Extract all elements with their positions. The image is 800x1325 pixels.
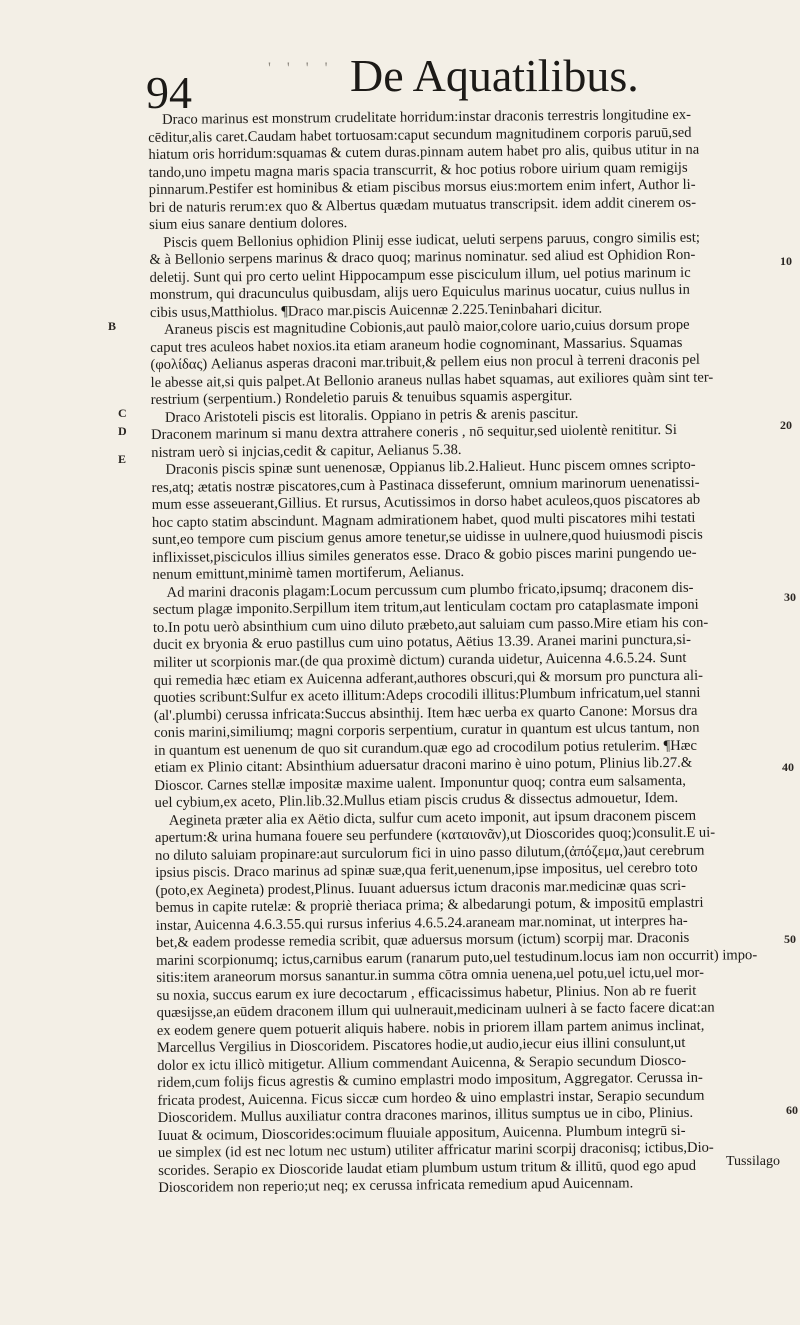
margin-letter-b: B (108, 319, 117, 333)
text-line: Draco Aristoteli piscis est litoralis. Oppiano in petris & arenis pascitur. (164, 405, 579, 426)
text-line: ex eodem genere quem potuerit aliquis habere. nobis in priorem illam partem animus inclinat, (156, 1017, 705, 1039)
running-title: De Aquatilibus. (350, 50, 639, 101)
margin-number-30: 30 (784, 590, 796, 604)
page-number: 94 (146, 67, 192, 118)
text-line: sitis:item araneorum morsus sanantur.in summa cōtra omnia uenena,uel potu,uel ictu,uel mor- (156, 964, 705, 987)
text-line: in quantum est uenenum de quo sit curandum.quæ ego ad crocodilum potius retulerim. ¶Hæc (154, 737, 698, 759)
text-line: Dioscor. Carnes stellæ impositæ maxime ualent. Imponuntur quoq; contra eum salsamenta, (154, 772, 686, 794)
text-line: to.In potu uerò absinthium cum uino diluto præbeto,aut saluiam cum passo.Mire etiam his con- (152, 614, 709, 636)
header-ornament: ' ' ' ' (268, 60, 334, 77)
text-line: Dioscoridem non reperio;ut neq; ex cerussa infricata remedium apud Auicennam. (158, 1175, 634, 1197)
margin-number-60: 60 (786, 1103, 798, 1117)
text-line: Aegineta præter alia ex Aëtio dicta, sulfur cum aceto imponit, aut ipsum draconem piscem (168, 807, 697, 829)
text-line: Iuuat & ocimum, Dioscorides:ocimum fluuiale appositum, Auicenna. Plumbum integrū si- (157, 1122, 686, 1144)
text-line: fricata prodest, Auicenna. Ficus siccæ cum hordeo & uino emplastri instar, Serapio secundum (157, 1087, 705, 1109)
text-line: Draco marinus est monstrum crudelitate horridum:instar draconis terrestris longitudine ex- (161, 106, 692, 128)
text-line: militer ut scorpionis mar.(de qua proximè dictum) curanda uidetur, Auicenna 4.6.5.24. Sunt (153, 649, 687, 671)
text-line: ue simplex (id est nec lotum nec ustum) utiliter affricatur marini scorpij draconisq; ictibus,Dio- (157, 1140, 714, 1162)
text-line: caput tres aculeos habet noxios.ita etiam araneum hodie cognominant, Massarius. Squamas (150, 334, 683, 356)
text-line: pinnarum.Pestifer est hominibus & etiam piscibus morsus eius:mortem enim infert, Author li- (148, 176, 696, 199)
text-line: sectum plagæ imponito.Serpillum item tritum,aut lenticulam coctam pro cataplasmate imponi (152, 597, 699, 619)
text-line: (poto,ex Aegineta) prodest,Plinus. Iuuant aduersus ictum draconis mar.medicinæ quas scri- (155, 877, 687, 899)
text-line: ducit ex bryonia & eruo pastillus cum uino potatus, Aëtius 13.39. Aranei marini punctura,si- (153, 632, 692, 654)
text-line: uel cybium,ex aceto, Plin.lib.32.Mullus etiam piscis crudus & dissectus admouetur, Idem. (154, 790, 679, 812)
text-line: Draconem marinum si manu dextra attrahere coneris , nō sequitur,sed uiolentè renititur. Si (151, 422, 678, 444)
margin-number-40: 40 (782, 760, 794, 774)
text-line: marini scorpionumq; ictus,carnibus earum (ranarum puto,uel testudinum.locus iam non occurrit) impo- (156, 946, 758, 969)
text-line: bet,& eadem prodesse remedia scribit, quæ aduersus morsum (ictum) scorpij mar. Draconis (155, 930, 690, 952)
text-line: scorides. Serapio ex Dioscoride laudat etiam plumbum ustum tritum & illitū, quod ego apud (158, 1157, 697, 1179)
text-line: instar, Auicenna 4.6.3.55.qui rursus inferius 4.6.5.24.araneam mar.nominat, ut interpres ha- (155, 912, 688, 934)
text-line: qui remedia hæc etiam ex Auicenna adferant,authores obscuri,qui & morsum pro punctura ali- (153, 667, 704, 689)
margin-letter-c: C (118, 406, 127, 420)
text-line: apertum:& urina humana fouere seu perfundere (καταιονᾶν),ut Dioscorides quoq;)consulit.E ui- (154, 824, 716, 847)
catchword: Tussilago (726, 1154, 780, 1169)
text-line: inflixisset,pisciculos illius similes generatos esse. Draco & gobio pisces marini pungendo ue- (152, 544, 697, 566)
margin-number-20: 20 (780, 418, 792, 432)
text-line: sunt,eo tempore cum piscium genus amore tenetur,se uidisse in uulnere,quod huiusmodi piscis (152, 527, 703, 549)
text-line: (al'.plumbi) cerussa infricata:Succus absinthij. Item hæc uerba ex quarto Canone: Morsus dra (153, 702, 698, 724)
text-line: Draconis piscis spinæ sunt uenenosæ, Oppianus lib.2.Halieut. Hunc piscem omnes scripto- (165, 457, 696, 479)
text-line: bri de naturis rerum:ex quo & Albertus quædam mutuatus transcripsit. idem addit cinerem os- (148, 194, 697, 216)
margin-letter-d: D (118, 424, 127, 438)
text-line: sium eius sanare dentium dolores. (149, 215, 348, 234)
text-line: bemus in capite rutelæ: & propriè theriaca prima; & albedarungi potum, & impositū emplastri (155, 894, 704, 917)
text-line: mum esse asseuerant,Gillius. Et rursus, Acutissimos in dorso habet aculeos,quos piscatores ab (151, 492, 701, 514)
text-line: nenum emittunt,minimè tamen mortiferum, Aelianus. (152, 564, 465, 584)
text-line: cēditur,alis caret.Caudam habet tortuosam:caput secundum magnitudinem corporis paruū,sed (148, 124, 692, 146)
text-line: hoc capto statim abscindunt. Magnam admirationem habet, quod multi piscatores mihi testati (151, 509, 696, 531)
margin-number-10: 10 (780, 254, 792, 268)
text-line: no diluto saluiam propinare:aut surculorum fici in uino passo dilutum,(ἀπόζεμα,)aut cerebrum (155, 842, 705, 864)
text-line: & à Bellonio serpens marinus & draco quoq; marinus nominatur. sed aliud est Ophidion Ron- (149, 246, 696, 269)
text-line: Marcellus Vergilius in Dioscoridem. Piscatores hodie,ut audio,iecur eius illini consulunt,ut (156, 1035, 686, 1057)
text-line: nistram uerò si injcias,cedit & capitur, Aelianus 5.38. (151, 441, 462, 461)
text-line: restrium (serpentium.) Rondeletio paruis & tenuibus squamis aspergitur. (150, 388, 573, 409)
text-line: le abesse ait,si quis palpet.At Bellonio araneus nullas habet squamas, aut exiliores quàm sint ter- (150, 369, 714, 391)
main-text-block (148, 106, 794, 1198)
text-line: Piscis quem Bellonius ophidion Plinij esse iudicat, ueluti serpens paruus, congro similis est; (163, 229, 700, 251)
text-line: quæsijsse,an eūdem draconem illum qui uulnerauit,medicinam uulneri à se facto facere dicat:an (156, 999, 715, 1022)
text-line: ipsius piscis. Draco marinus ad spinæ suæ,qua ferit,uenenum,ipse impositus, uel cerebro toto (155, 859, 698, 882)
text-line: Dioscoridem. Mullus auxiliatur contra dracones marinos, illitus sumptus ue in cibo, Plinius. (157, 1105, 694, 1127)
text-line: dolor ex ictu illicò mitigetur. Allium commendant Auicenna, & Serapio secundum Diosco- (157, 1052, 687, 1074)
text-line: cibis usus,Matthiolus. ¶Draco mar.piscis Auicennæ 2.225.Teninbahari dicitur. (149, 300, 603, 321)
text-line: quoties scribunt:Sulfur ex aceto illitum:Adeps crocodili illitus:Plumbum infricatum,uel stanni (153, 684, 701, 706)
text-line: hiatum oris horridum:squamas & cutem duras.pinnam autem habet pro alis, quibus utitur in na (148, 141, 700, 164)
text-line: res,atq; ætatis nostræ piscatores,cum à Pastinaca disseferunt, omnium marinorum uenenatissi- (151, 474, 700, 496)
text-line: (φολίδας) Aelianus asperas draconi mar.tribuit,& pellem eius non procul à terreni draconis pel (150, 351, 701, 374)
text-line: Ad marini draconis plagam:Locum percussum cum plumbo fricato,ipsumq; draconem dis- (166, 579, 694, 601)
margin-number-50: 50 (784, 932, 796, 946)
text-line: ridem,cum folijs ficus agrestis & cumino emplastri modo impositum, Aggregator. Cerussa in- (157, 1070, 703, 1092)
text-line: deletij. Sunt qui pro certo uelint Hippocampum esse pisciculum illum, uel potius marinum ic (149, 264, 691, 286)
margin-letter-e: E (118, 452, 127, 466)
text-line: etiam ex Plinio citant: Absinthium aduersatur draconi marino è uino potum, Plinius lib.27.& (154, 754, 693, 777)
text-line: monstrum, qui dracunculus quibusdam, alijs uero Equiculus marinus uocatur, cuius nullus in (149, 281, 690, 304)
text-line: su noxia, succus earum ex iure decoctarum , efficacissimus habetur, Plinius. Non ab re fuerit (156, 982, 697, 1004)
text-line: conis marini,similiumq; magni corporis serpentium, curatur in quantum est ulcus tantum, non (153, 719, 700, 742)
text-line: tando,uno impetu magna maris spacia transcurrit, & hoc potius robore uirium quam remigijs (148, 159, 688, 181)
text-line: Araneus piscis est magnitudine Cobionis,aut paulò maior,colore uario,cuius dorsum prope (164, 316, 690, 339)
